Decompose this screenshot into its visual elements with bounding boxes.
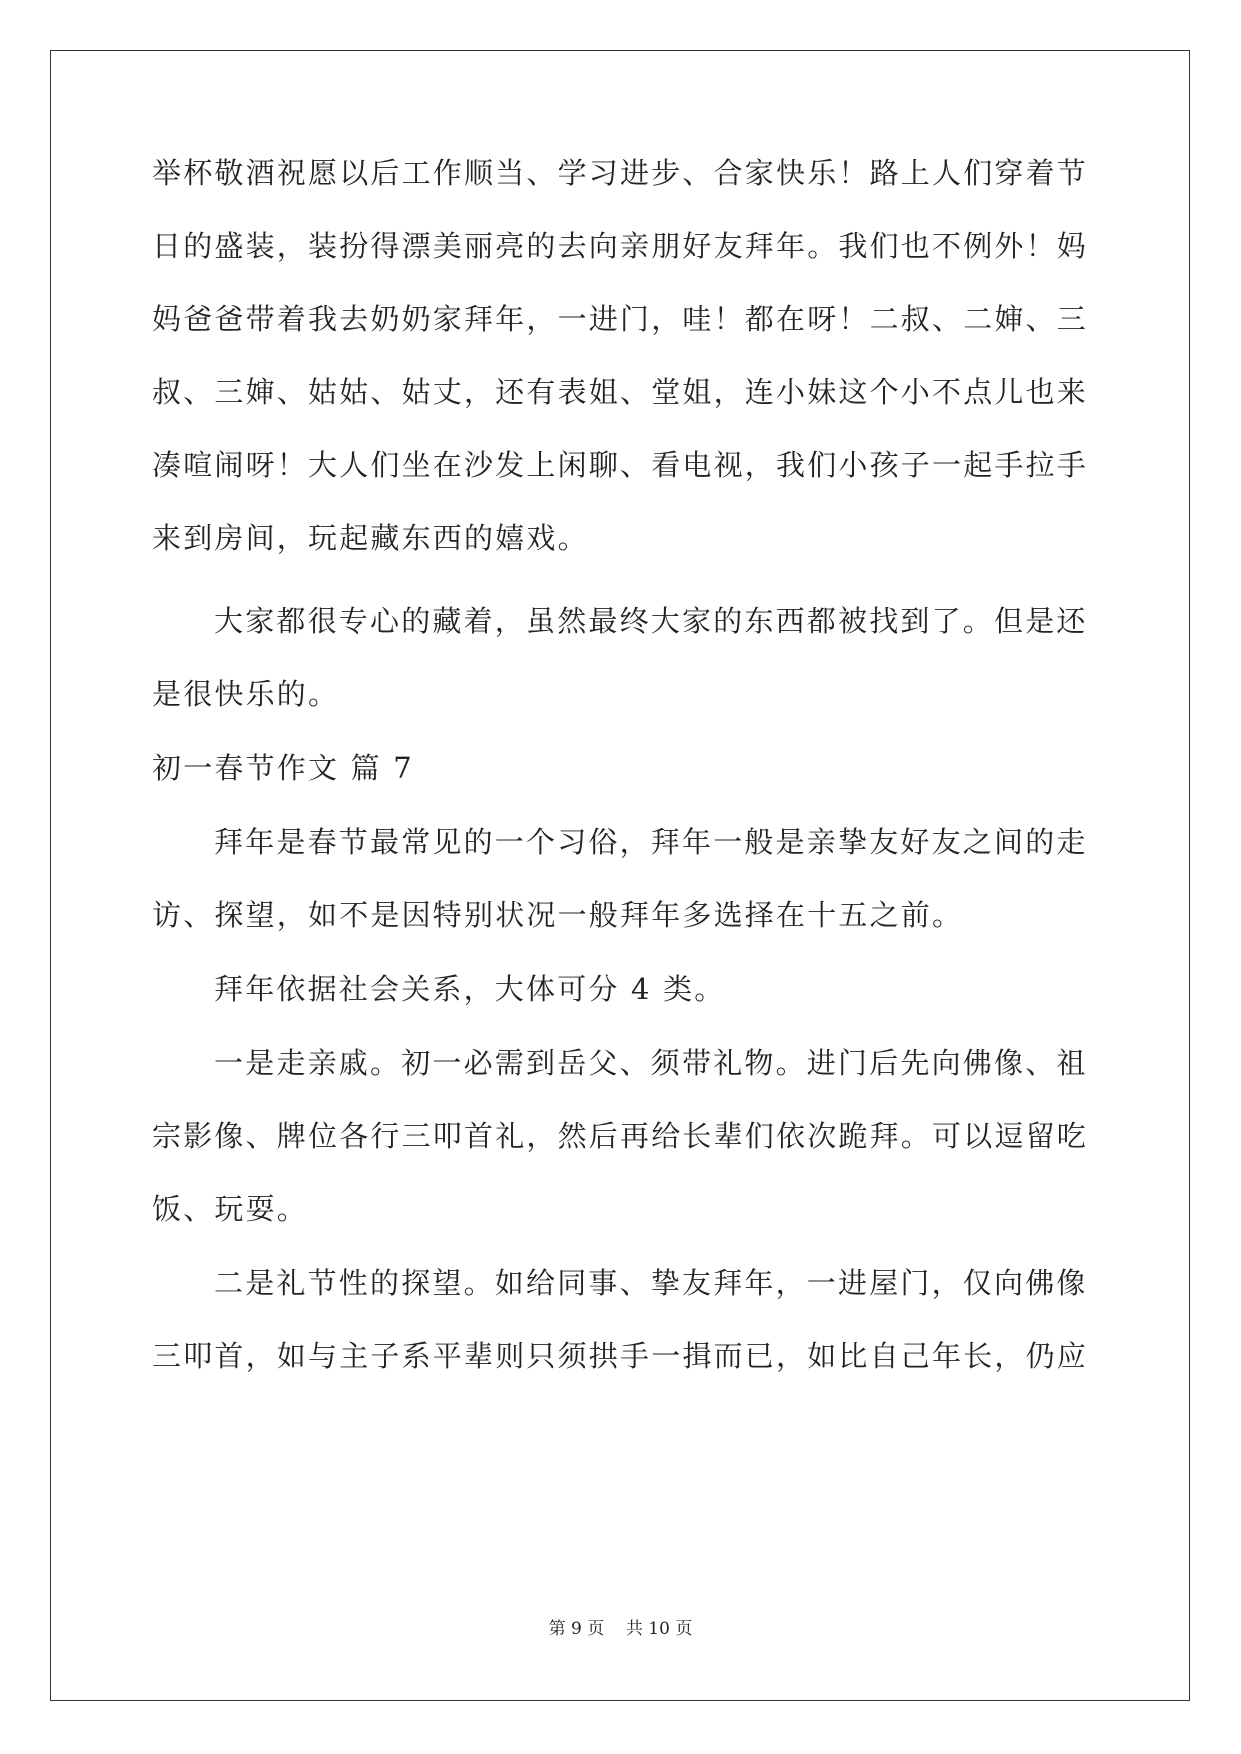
text-line: 二是礼节性的探望。如给同事、挚友拜年，一进屋门，仅向佛像 [214,1266,1088,1300]
page-border [50,50,1190,1701]
text-line: 宗影像、牌位各行三叩首礼，然后再给长辈们依次跪拜。可以逗留吃 [152,1119,1089,1153]
text-line: 举杯敬酒祝愿以后工作顺当、学习进步、合家快乐！路上人们穿着节 [152,156,1089,190]
page-number-footer: 第 9 页 共 10 页 [548,1619,693,1639]
text-line: 饭、玩耍。 [152,1192,309,1226]
text-line: 凑喧闹呀！大人们坐在沙发上闲聊、看电视，我们小孩子一起手拉手 [152,448,1089,482]
text-line: 大家都很专心的藏着，虽然最终大家的东西都被找到了。但是还 [214,604,1088,638]
text-line: 来到房间，玩起藏东西的嬉戏。 [152,521,589,555]
text-line: 是很快乐的。 [152,677,340,711]
text-line: 拜年依据社会关系，大体可分 4 类。 [214,972,726,1006]
text-line: 叔、三婶、姑姑、姑丈，还有表姐、堂姐，连小妹这个小不点儿也来 [152,375,1089,409]
text-line: 三叩首，如与主子系平辈则只须拱手一揖而已，如比自己年长，仍应 [152,1339,1089,1373]
section-heading: 初一春节作文 篇 7 [152,751,414,785]
text-line: 妈爸爸带着我去奶奶家拜年，一进门，哇！都在呀！二叔、二婶、三 [152,302,1089,336]
text-line: 一是走亲戚。初一必需到岳父、须带礼物。进门后先向佛像、祖 [214,1046,1088,1080]
text-line: 拜年是春节最常见的一个习俗，拜年一般是亲挚友好友之间的走 [214,825,1088,859]
text-line: 日的盛装，装扮得漂美丽亮的去向亲朋好友拜年。我们也不例外！妈 [152,229,1089,263]
text-line: 访、探望，如不是因特别状况一般拜年多选择在十五之前。 [152,898,964,932]
